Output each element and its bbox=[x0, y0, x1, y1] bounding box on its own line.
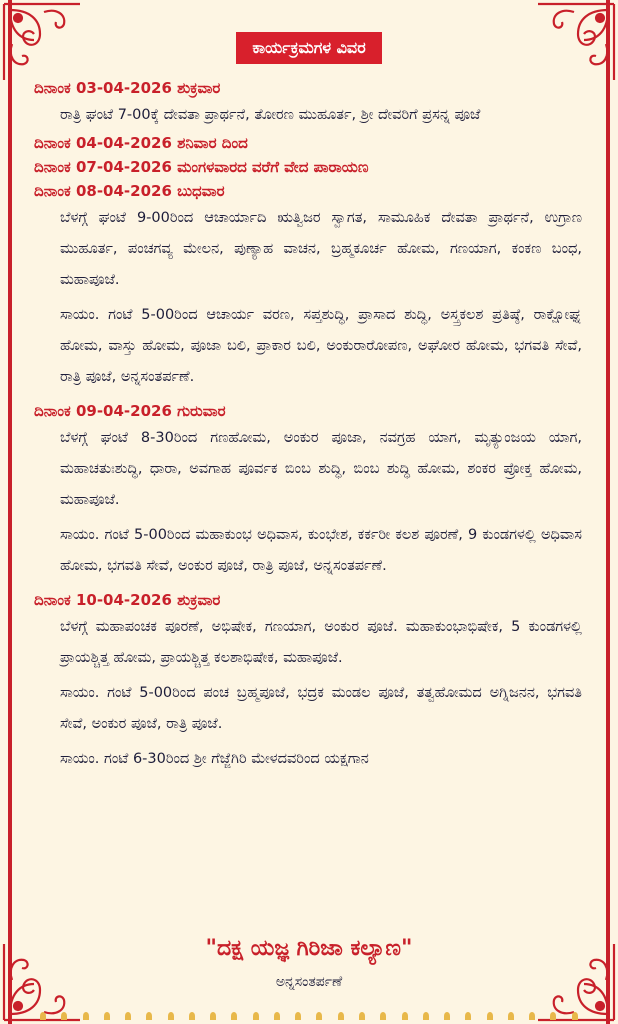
day-date: ದಿನಾಂಕ 10-04-2026 ಶುಕ್ರವಾರ bbox=[34, 591, 221, 609]
day-date: ದಿನಾಂಕ 08-04-2026 ಬುಧವಾರ bbox=[34, 182, 225, 200]
day-date: ದಿನಾಂಕ 09-04-2026 ಗುರುವಾರ bbox=[34, 402, 226, 420]
event-paragraph: ಸಾಯಂ. ಗಂಟೆ 5-00ರಿಂದ ಆಚಾರ್ಯ ವರಣ, ಸಪ್ತಶುದ್ಧಿ, ಪ್ರಾಸಾದ ಶುದ್ಧಿ, ಅಸ್ತ್ರಕಲಶ ಪ್ರತಿಷ್ಠೆ, ರಾಕ್ಷೋಘ್ನ ಹೋಮ, ವಾಸ್ತು ಹೋಮ, ಪೂಜಾ ಬಲಿ, ಪ್ರಾಕಾರ ಬಲಿ, ಅಂಕುರಾರೋಪಣ, ಅಘೋರ ಹೋಮ, ಭಗವತಿ ಸೇವೆ, ರಾತ್ರಿ ಪೂಜೆ, ಅನ್ನಸಂತರ್ಪಣೆ. bbox=[60, 307, 582, 385]
day-date: ದಿನಾಂಕ 04-04-2026 ಶನಿವಾರ ದಿಂದ bbox=[34, 134, 248, 152]
schedule bbox=[34, 76, 582, 775]
yakshagana-title: "ದಕ್ಷ ಯಜ್ಞ ಗಿರಿಜಾ ಕಲ್ಯಾಣ" bbox=[205, 936, 413, 961]
event-paragraph: ಸಾಯಂ. ಗಂಟೆ 6-30ರಿಂದ ಶ್ರೀ ಗೆಜ್ಜೆಗಿರಿ ಮೇಳದವರಿಂದ ಯಕ್ಷಗಾನ bbox=[60, 751, 369, 767]
event-paragraph: ಬೆಳಗ್ಗೆ ಘಂಟೆ 9-00ರಿಂದ ಆಚಾರ್ಯಾದಿ ಋತ್ವಿಜರ ಸ್ವಾಗತ, ಸಾಮೂಹಿಕ ದೇವತಾ ಪ್ರಾರ್ಥನೆ, ಉಗ್ರಾಣ ಮುಹೂರ್ತ, ಪಂಚಗವ್ಯ ಮೇಲನ, ಪುಣ್ಯಾಹ ವಾಚನ, ಬ್ರಹ್ಮಕೂರ್ಚ ಹೋಮ, ಗಣಯಾಗ, ಕಂಕಣ ಬಂಧ, ಮಹಾಪೂಜೆ. bbox=[60, 210, 582, 288]
border-dots bbox=[40, 1012, 578, 1022]
event-paragraph: ಬೆಳಗ್ಗೆ ಮಹಾಪಂಚಕ ಪೂರಣೆ, ಅಭಿಷೇಕ, ಗಣಯಾಗ, ಅಂಕುರ ಪೂಜೆ. ಮಹಾಕುಂಭಾಭಿಷೇಕ, 5 ಕುಂಡಗಳಲ್ಲಿ ಪ್ರಾಯಶ್ಚಿತ್ತ ಹೋಮ, ಪ್ರಾಯಶ್ಚಿತ್ತ ಕಲಶಾಭಿಷೇಕ, ಮಹಾಪೂಜೆ. bbox=[60, 619, 582, 666]
event-paragraph: ಸಾಯಂ. ಗಂಟೆ 5-00ರಿಂದ ಪಂಚ ಬ್ರಹ್ಮಪೂಜೆ, ಭದ್ರಕ ಮಂಡಲ ಪೂಜೆ, ತತ್ವಹೋಮದ ಅಗ್ನಿಜನನ, ಭಗವತಿ ಸೇವೆ, ಅಂಕುರ ಪೂಜೆ, ರಾತ್ರಿ ಪೂಜೆ. bbox=[60, 685, 582, 732]
day-date: ದಿನಾಂಕ 03-04-2026 ಶುಕ್ರವಾರ bbox=[34, 79, 221, 97]
event-paragraph: ರಾತ್ರಿ ಘಂಟೆ 7-00ಕ್ಕೆ ದೇವತಾ ಪ್ರಾರ್ಥನೆ, ತೋರಣ ಮುಹೂರ್ತ, ಶ್ರೀ ದೇವರಿಗೆ ಪ್ರಸನ್ನ ಪೂಜೆ bbox=[60, 107, 481, 123]
footer-note: ಅನ್ನಸಂತರ್ಪಣೆ bbox=[275, 974, 343, 990]
event-paragraph: ಸಾಯಂ. ಗಂಟೆ 5-00ರಿಂದ ಮಹಾಕುಂಭ ಅಧಿವಾಸ, ಕುಂಭೇಶ, ಕರ್ಕರೀ ಕಲಶ ಪೂರಣೆ, 9 ಕುಂಡಗಳಲ್ಲಿ ಅಧಿವಾಸ ಹೋಮ, ಭಗವತಿ ಸೇವೆ, ಅಂಕುರ ಪೂಜೆ, ರಾತ್ರಿ ಪೂಜೆ, ಅನ್ನಸಂತರ್ಪಣೆ. bbox=[60, 527, 582, 574]
event-paragraph: ಬೆಳಗ್ಗೆ ಘಂಟೆ 8-30ರಿಂದ ಗಣಹೋಮ, ಅಂಕುರ ಪೂಜಾ, ನವಗ್ರಹ ಯಾಗ, ಮೃತ್ಯುಂಜಯ ಯಾಗ, ಮಹಾಚತುಃಶುದ್ಧಿ, ಧಾರಾ, ಅವಗಾಹ ಪೂರ್ವಕ ಬಿಂಬ ಶುದ್ಧಿ, ಬಿಂಬ ಶುದ್ಧಿ ಹೋಮ, ಶಂಕರ ಪ್ರೋಕ್ತ ಹೋಮ, ಮಹಾಪೂಜೆ. bbox=[60, 430, 582, 508]
page-title: ಕಾರ್ಯಕ್ರಮಗಳ ವಿವರ bbox=[236, 32, 381, 64]
day-date: ದಿನಾಂಕ 07-04-2026 ಮಂಗಳವಾರದ ವರೆಗೆ ವೇದ ಪಾರಾಯಣ bbox=[34, 158, 369, 176]
